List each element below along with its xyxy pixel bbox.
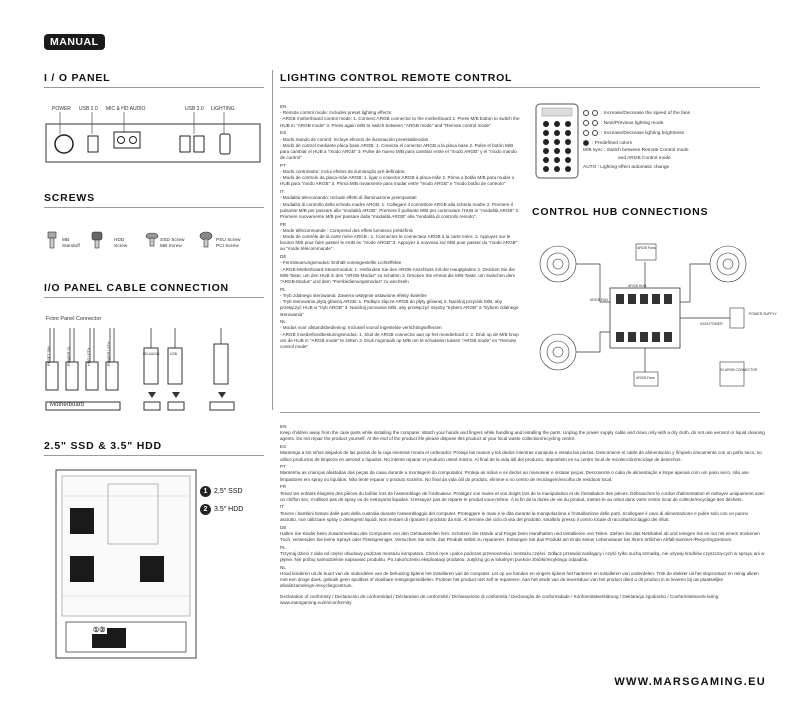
power-button-icon	[55, 135, 73, 153]
remote-text	[280, 104, 520, 350]
storage-title: 2.5" SSD & 3.5" HDD	[44, 440, 162, 452]
lighting-button-icon	[220, 134, 230, 154]
hub-title: CONTROL HUB CONNECTIONS	[532, 206, 709, 218]
front-panel-connector-label: Front Panel Connector	[46, 316, 102, 322]
declaration-text: Declaration of conformity / Declaración de conformidad / Déclaration de conformité / Dichiarazione di conformità / Declaração de conformidade / Konformitätserklärung / Deklaracja zgodności / Conformiteitsverk-laring www.marsgaming.eu/en/conformity	[280, 593, 719, 605]
hub-label-argb-fans: ARGB Fans	[637, 246, 656, 250]
remote-para-pt: PT - Modo controlador: Inclui efeitos de iluminação pré-definidos. - Modo de controlo da placa-mãe ARGB: 1. ligar o conector ARGB à placa-mãe 2. Prima o botão M/B para mudar o HUB para "modo ARGB" 3. Prima M/B novamente para mudar entre "modo ARGB" e "modo botão de controlo"	[280, 162, 515, 187]
cable-title: I/O PANEL CABLE CONNECTION	[44, 282, 229, 294]
usb2-port-icon	[88, 136, 98, 152]
hub-label-argb-fans-2: ARGB Fans	[636, 376, 655, 380]
remote-title: LIGHTING CONTROL REMOTE CONTROL	[280, 72, 513, 84]
io-label-power: POWER	[52, 106, 71, 112]
remote-control-icon	[534, 102, 582, 182]
conn-power-led: POWER LED+	[107, 340, 111, 366]
screw-hdd: HDD Screw	[114, 238, 128, 249]
safety-para-en: EN Keep children away from the case parts while installing the computer. Watch your hands and fingers while handling and installing the parts. Unplug the power supply cable and clean only with a dry cloth, do not use aerosol or liquid cleaning agents. Do not repair the product yourself. At the end of the product life please dispose this product at your local waste collection/recycling centre.	[280, 424, 765, 442]
motherboard-label: Motherboard	[50, 402, 85, 408]
hub-label-power-supply: POWER SUPPLY	[749, 312, 777, 316]
hdd-screw-icon	[92, 232, 102, 248]
safety-para-it: IT Tenere i bambini lontani dalle parti della custodia durante l'assemblaggio del computer. Proteggere le mani e le dita durante la manipolazione e l'installazione delle parti. Scollegare il cavo di alimentazione e pulire solo con un panno asciutto, non utilizzare spray o detergenti liquidi. Non tentare di riparare il prodotto da soli. Al termine del ciclo di vita del prodotto, smaltirlo presso il centro locale di raccolta/riciclaggio dei rifiuti.	[280, 504, 749, 522]
legend-colors: : Predefined colors	[583, 140, 632, 146]
legend-mb-sync: M/B sync : Switch between Remote Control mode	[583, 148, 689, 153]
io-label-usb2: USB 2.0	[79, 106, 98, 112]
ssd-slot-icon	[70, 508, 94, 534]
hub-label-argb-fan: ARGB FAN	[590, 298, 608, 302]
io-panel-diagram	[44, 112, 264, 172]
safety-para-pt: PT Mantenha as crianças afastadas das peças da caixa durante a montagem do computador. Proteja as mãos e os dedos ao manusear e instalar peças. Desconecte o cabo de alimentação e limpe apenas com um pano seco, não use limpadores em spray ou líquidos. Não tente reparar o produto sozinho. No final da vida útil do produto, elimine-o no centro de reciclagem/recolha de resíduos local.	[280, 464, 749, 482]
io-panel-title: I / O PANEL	[44, 72, 111, 84]
safety-para-de: DE Halten Sie Kinder beim Zusammenbau des Computers von den Gehäuseteilen fern. Schützen Sie Hände und Finger beim Handhaben und Installieren von Teilen. Ziehen Sie das Netzkabel ab und reinigen Sie es nur mit einem trockenen Tuch, verwenden Sie keine Sprays oder Flüssigreiniger. Versuchen Sie nicht, das Produkt selbst zu reparieren. Entsorgen Sie das Produkt am Ende seiner Lebensdauer bei Ihrem örtlichen Abfall-sammel-/Recyclingzentrum.	[280, 524, 760, 542]
conn-reset: RESET SW	[47, 346, 51, 366]
remote-para-en: EN - Remote control mode: Includes preset lighting effects - ARGB motherboard control mode: 1. Connect ARGB connector to the motherboard 2. Press M/B button to switch the HUB to "ARGB mode" 3. Press again M/B to switch between "ARGB mode" and "Remote control mode"	[280, 104, 520, 128]
io-label-usb3: USB 3.0	[185, 106, 204, 112]
website-url[interactable]: WWW.MARSGAMING.EU	[614, 676, 766, 688]
ssd-screw-icon	[146, 233, 158, 246]
case-marker-12: ①②	[93, 627, 106, 634]
pc-case-diagram	[52, 466, 202, 662]
screw-mb-standoff: MB Standoff	[62, 238, 80, 249]
io-label-lighting: LIGHTING	[211, 106, 235, 112]
hub-label-sata: SATA POWER	[700, 322, 723, 326]
legend-brightness: : Increase/Decrease lighting brightness	[583, 130, 684, 136]
usb3-port-icon	[180, 136, 190, 152]
conn-hdd-led: HDD LED+	[87, 347, 91, 366]
hub-label-5v: 5V ARGB CONNECTOR	[720, 368, 758, 372]
conn-usb: USB	[170, 352, 177, 356]
remote-para-nl: NL - Modus voor afstandsbediening: Inclusief vooraf ingestelde verlichtingseffecten - ARGB moederbordbesturingsmodus: 1. Sluit de ARGB connector aan op het moederbord 2. 2. Druk op de M/B knop om de HUB in "ARGB mode" te zetten 3. Druk nogmaals op M/B om te schakelen tussen "ARGB mode" en "Remote control mode"	[280, 319, 519, 350]
manual-badge: MANUAL	[44, 34, 105, 50]
legend-mb-sync-2: and ARGB Control mode	[618, 156, 671, 161]
screw-ssd-mb: SSD Screw MB Screw	[160, 238, 185, 249]
safety-para-fr: FR Tenez les enfants éloignés des pièces du boîtier lors de l'assemblage de l'ordinateur. Protégez vos mains et vos doigts lors de la manipulation et de l'installation des pièces. Débranchez le cordon d'alimentation et nettoyez uniquement avec un chiffon sec, n'utilisez pas de spray ou de nettoyants liquides. N'essayez pas de réparer le produit vous-même. À la fin de la durée de vie du produit, mettez-le au rebut dans votre centre local de collecte/recyclage des déchets.	[280, 484, 765, 502]
legend-auto: AUTO : Lighting effect automatic change	[583, 165, 670, 170]
storage-item-hdd: 2 3.5" HDD	[200, 504, 243, 515]
screws-title: SCREWS	[44, 192, 95, 204]
safety-para-pl: PL Trzymaj dzieci z dala od części obudowy podczas montażu komputera. Chroń ręce i palce podczas przenoszenia i montażu części. Odłącz przewód zasilający i czyść tylko suchą szmatką, nie używaj środków czyszczą-cych w sprayu ani w płynie. Nie próbuj samodzielnie naprawiać produktu. Po zakończeniu eksploatacji produktu, zutylizuj go w lokalnym punkcie zbiórki/recyklingu odpadów.	[280, 544, 765, 563]
legend-lighting-mode: : Next/Previous lighting mode	[583, 120, 663, 126]
psu-screw-icon	[200, 232, 212, 247]
remote-para-es: ES - Modo mando de control: Incluye efectos de iluminación preestablecidos - Modo de control mediante placa base ARGB: 1. Conecta el conector ARGB a la placa base 2. Pulse el botón M/B para cambiar el HUB a "modo ARGB" 3. Pulse de nuevo M/B para cambiar entre el "modo ARGB" y el "modo mando de control"	[280, 130, 517, 161]
conn-hd-audio: HD AUDIO	[143, 352, 160, 356]
safety-text	[280, 424, 766, 606]
screw-psu-pci: PSU Screw PCI Screw	[216, 238, 241, 249]
hub-label-argb-hub: ARGB HUB	[628, 284, 647, 288]
storage-item-ssd: 1 2,5" SSD	[200, 486, 243, 497]
conn-power-sl: POWER SL	[67, 345, 71, 366]
mb-standoff-icon	[48, 232, 56, 248]
remote-para-de: DE - Fernsteuerungsmodus: Enthält voreingestellte Lichteffekte - ARGB-Motherboard-Steuermodus: 1. Verbinden Sie den ARGB-Anschluss mit der Hauptplatine 2. Drücken Sie die M/B-Taste, um den HUB in den "ARGB-Modus" zu schalten 3. Drücken Sie erneut die M/B-Taste, um zwischen dem "ARGB-Modus" und dem "Fernbedienungsmodus" zu wechseln	[280, 254, 516, 284]
safety-para-es: ES Mantenga a los niños alejados de las piezas de la caja mientras monta el ordenador. Proteja las manos y los dedos mientras manipula e instala las piezas. Desconecte el cable de alimentación y límpielo únicamente con un paño seco, no utilice productos de limpieza en aerosol o líquidos. No intente reparar el producto usted mismo. Al final de la vida útil del producto, deposítelo en su centro local de recolección/reciclaje de desechos.	[280, 444, 762, 462]
safety-para-nl: NL Houd kinderen uit de buurt van de onderdelen van de behuizing tijdens het installeren van de computer. Let op uw handen en vingers tijdens het hanteren en installeren van onderdelen. Trek de stekker uit het stopcontact en reinig alleen met een droge doek, gebruik geen spuitbus of vloeibare reinigingsmiddelen. Probeer het product niet zelf te repareren. Aan het einde van de levensduur van het product dient u dit product in te leveren bij uw plaatselijke afvalinzamelings-/recyclingcentrum.	[280, 564, 759, 589]
power-supply-icon	[730, 308, 744, 328]
remote-para-pl: PL - Tryb zdalnego sterowania: Zawiera wstępnie ustawione efekty świetlne - Tryb sterowania płytą główną ARGB: 1. Podłącz złącze ARGB do płyty głównej 2. Naciśnij przycisk M/B, aby przełączyć HUB w "tryb ARGB" 3. Naciśnij ponownie M/B, aby przełączyć między "trybem ARGB" a "trybem zdalnego sterowania"	[280, 286, 519, 317]
remote-para-fr: FR - Mode télécommande : Comprend des effets lumineux prédéfinis - Mode de contrôle de la carte mère ARGB : 1. Connectez le connecteur ARGB à la carte mère. 2. Appuyez sur le bouton M/B pour faire passer le HUB en "mode ARGB" 3. Appuyez à nouveau sur M/B pour passer du "mode ARGB" au "mode télécommande".	[280, 221, 518, 252]
io-label-audio: MIC & HD AUDIO	[106, 106, 146, 112]
legend-fan-speed: : Increase/Decrease the speed of the fans	[583, 110, 690, 116]
remote-para-it: IT - Modalità telecomando: Include effetti di illuminazione preimpostati - Modalità di controllo della scheda madre ARGB: 1. Collegare il connettore ARGB alla scheda madre 2. Premere il pulsante M/B per passare alla "modalità ARGB". Premere il pulsante M/B per commutare l'HUB in "modalità ARGB" 3. Premere nuovamente M/B per passare dalla "modalità ARGB" alla "modalità di controllo remoto".	[280, 189, 520, 219]
